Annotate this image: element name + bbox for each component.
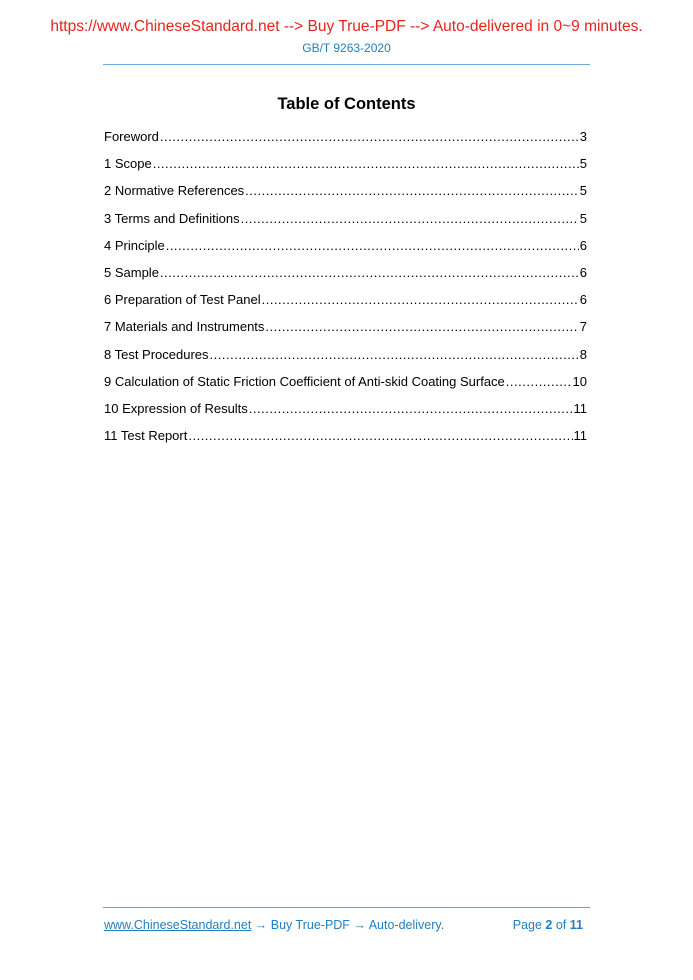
footer-site-link[interactable]: www.ChineseStandard.net [104,918,252,932]
toc-dot-leader [160,263,579,283]
toc-entry-page: 8 [579,346,587,362]
toc-entry-expression-of-results[interactable] [104,399,587,426]
toc-entry-label: 8 Test Procedures [104,346,209,362]
toc-entry-label: 11 Test Report [104,428,188,444]
current-page-number: 2 [545,918,553,932]
toc-title: Table of Contents [277,95,416,113]
toc-entry-page: 7 [579,319,587,335]
toc-entry-principle[interactable] [104,236,587,263]
footer-divider [103,907,590,908]
toc-dot-leader [153,154,579,174]
header-divider [103,64,590,65]
toc-entry-foreword[interactable] [104,127,587,154]
toc-entry-materials-and-instruments[interactable] [104,317,587,344]
toc-entry-label: Foreword [104,129,159,144]
toc-entry-page: 10 [572,373,587,389]
toc-entry-page: 11 [573,428,587,444]
toc-entry-terms-and-definitions[interactable] [104,209,587,236]
toc-list [104,127,587,453]
top-banner[interactable]: https://www.ChineseStandard.net --> Buy True-PDF --> Auto-delivered in 0~9 minutes. [50,18,643,35]
footer-page-indicator [513,918,583,932]
toc-dot-leader [160,127,579,147]
toc-entry-scope[interactable] [104,154,587,181]
toc-entry-label: 10 Expression of Results [104,400,248,416]
toc-dot-leader [166,236,579,256]
footer-promo [104,918,444,932]
toc-entry-label: 6 Preparation of Test Panel [104,292,261,308]
toc-entry-page: 3 [579,129,587,144]
toc-dot-leader [188,426,572,446]
toc-entry-label: 9 Calculation of Static Friction Coefficient of Anti-skid Coating Surface [104,373,505,389]
toc-entry-label: 5 Sample [104,264,159,280]
toc-dot-leader [210,345,579,365]
page-word: Page [512,918,542,932]
toc-entry-sample[interactable] [104,263,587,290]
toc-entry-page: 11 [573,400,587,416]
toc-dot-leader [262,290,579,310]
toc-entry-page: 5 [579,210,587,226]
of-word: of [555,918,567,932]
toc-entry-label: 4 Principle [104,237,165,253]
toc-entry-page: 6 [579,292,587,308]
toc-entry-page: 5 [579,156,587,172]
toc-entry-calculation-of-static-friction[interactable] [104,372,587,399]
toc-entry-preparation-of-test-panel[interactable] [104,290,587,317]
toc-entry-test-procedures[interactable] [104,345,587,372]
toc-entry-label: 7 Materials and Instruments [104,319,265,335]
toc-dot-leader [245,181,579,201]
toc-entry-label: 2 Normative References [104,183,245,199]
toc-dot-leader [506,372,572,392]
toc-entry-label: 3 Terms and Definitions [104,210,240,226]
toc-entry-label: 1 Scope [104,156,152,172]
total-pages-number: 11 [569,918,583,932]
toc-entry-page: 6 [579,237,587,253]
toc-entry-page: 6 [579,264,587,280]
toc-entry-normative-references[interactable] [104,181,587,208]
toc-entry-page: 5 [579,183,587,199]
toc-entry-test-report[interactable] [104,426,587,453]
toc-dot-leader [265,317,578,337]
toc-dot-leader [241,209,579,229]
toc-dot-leader [249,399,573,419]
footer-tagline: → Buy True-PDF → Auto-delivery. [251,918,445,932]
standard-code: GB/T 9263-2020 [302,41,391,55]
